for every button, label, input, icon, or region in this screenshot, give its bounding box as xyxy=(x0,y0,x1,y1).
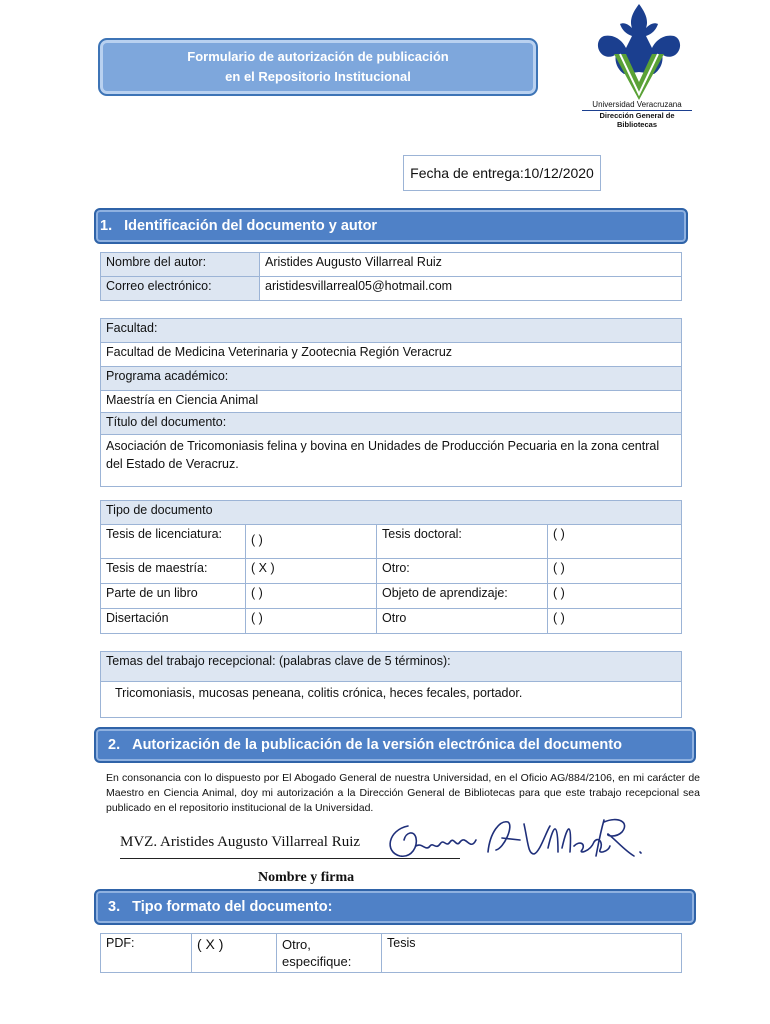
document-title-label: Título del documento: xyxy=(101,413,682,435)
form-title-line1: Formulario de autorización de publicación xyxy=(187,49,449,64)
email-label: Correo electrónico: xyxy=(101,277,260,301)
type-checkbox[interactable]: ( X ) xyxy=(246,559,377,584)
type-checkbox[interactable]: ( ) xyxy=(548,525,682,559)
pdf-label: PDF: xyxy=(101,934,192,973)
keywords-label: Temas del trabajo recepcional: (palabras clave de 5 términos): xyxy=(101,652,682,682)
section-3-header xyxy=(94,889,696,925)
type-label: Disertación xyxy=(101,609,246,634)
keywords-value: Tricomoniasis, mucosas peneana, colitis crónica, heces fecales, portador. xyxy=(101,682,682,718)
faculty-value: Facultad de Medicina Veterinaria y Zootecnia Región Veracruz xyxy=(101,343,682,367)
section-1-number: 1. xyxy=(100,218,113,234)
logo-directorate-name: Dirección General de Bibliotecas xyxy=(599,111,675,129)
type-checkbox[interactable]: ( ) xyxy=(246,584,377,609)
logo-university-name: Universidad Veracruzana xyxy=(592,100,682,109)
program-value: Maestría en Ciencia Animal xyxy=(101,391,682,413)
other-format-label: Otro, especifique: xyxy=(277,934,382,973)
document-type-table xyxy=(100,500,682,634)
faculty-label: Facultad: xyxy=(101,319,682,343)
author-value: Aristides Augusto Villarreal Ruiz xyxy=(260,253,682,277)
form-title-line2: en el Repositorio Institucional xyxy=(225,69,411,84)
author-table xyxy=(100,252,682,301)
type-label: Objeto de aprendizaje: xyxy=(377,584,548,609)
document-title-value: Asociación de Tricomoniasis felina y bovina en Unidades de Producción Pecuaria en la zona central del Estado de Veracruz. xyxy=(101,435,682,487)
email-value: aristidesvillarreal05@hotmail.com xyxy=(260,277,682,301)
author-label: Nombre del autor: xyxy=(101,253,260,277)
type-label: Otro xyxy=(377,609,548,634)
section-2-header xyxy=(94,727,696,763)
form-title-box xyxy=(98,38,538,96)
keywords-table xyxy=(100,651,682,718)
program-label: Programa académico: xyxy=(101,367,682,391)
type-label: Tesis de maestría: xyxy=(101,559,246,584)
academic-info-table xyxy=(100,318,682,487)
format-table xyxy=(100,933,682,973)
type-checkbox[interactable]: ( ) xyxy=(246,525,377,559)
type-label: Tesis de licenciatura: xyxy=(101,525,246,559)
section-2-number: 2. xyxy=(108,737,121,753)
delivery-date: Fecha de entrega:10/12/2020 xyxy=(403,155,601,191)
type-checkbox[interactable]: ( ) xyxy=(548,609,682,634)
type-label: Otro: xyxy=(377,559,548,584)
section-2-title: Autorización de la publicación de la versión electrónica del documento xyxy=(132,737,622,753)
section-3-title: Tipo formato del documento: xyxy=(132,899,333,915)
type-label: Parte de un libro xyxy=(101,584,246,609)
document-type-label: Tipo de documento xyxy=(101,501,682,525)
section-3-number: 3. xyxy=(108,899,121,915)
signer-name: MVZ. Aristides Augusto Villarreal Ruiz xyxy=(120,834,361,850)
type-checkbox[interactable]: ( ) xyxy=(548,584,682,609)
authorization-paragraph: En consonancia con lo dispuesto por El Abogado General de nuestra Universidad, en el Oficio AG/884/2106, en mi carácter de Maestro en Ciencia Animal, doy mi autorización a la Dirección General de Bibliotecas para que este trabajo recepcional sea publicado en el repositorio institucional de la Universidad. xyxy=(106,772,700,814)
type-checkbox[interactable]: ( ) xyxy=(548,559,682,584)
signature-caption: Nombre y firma xyxy=(258,870,355,885)
signature-line xyxy=(120,858,460,859)
section-1-header xyxy=(94,208,688,244)
pdf-checkbox[interactable]: ( X ) xyxy=(192,934,277,973)
other-format-value[interactable]: Tesis xyxy=(382,934,682,973)
handwritten-signature xyxy=(378,812,648,870)
type-label: Tesis doctoral: xyxy=(377,525,548,559)
type-checkbox[interactable]: ( ) xyxy=(246,609,377,634)
section-1-title: Identificación del documento y autor xyxy=(124,218,378,234)
